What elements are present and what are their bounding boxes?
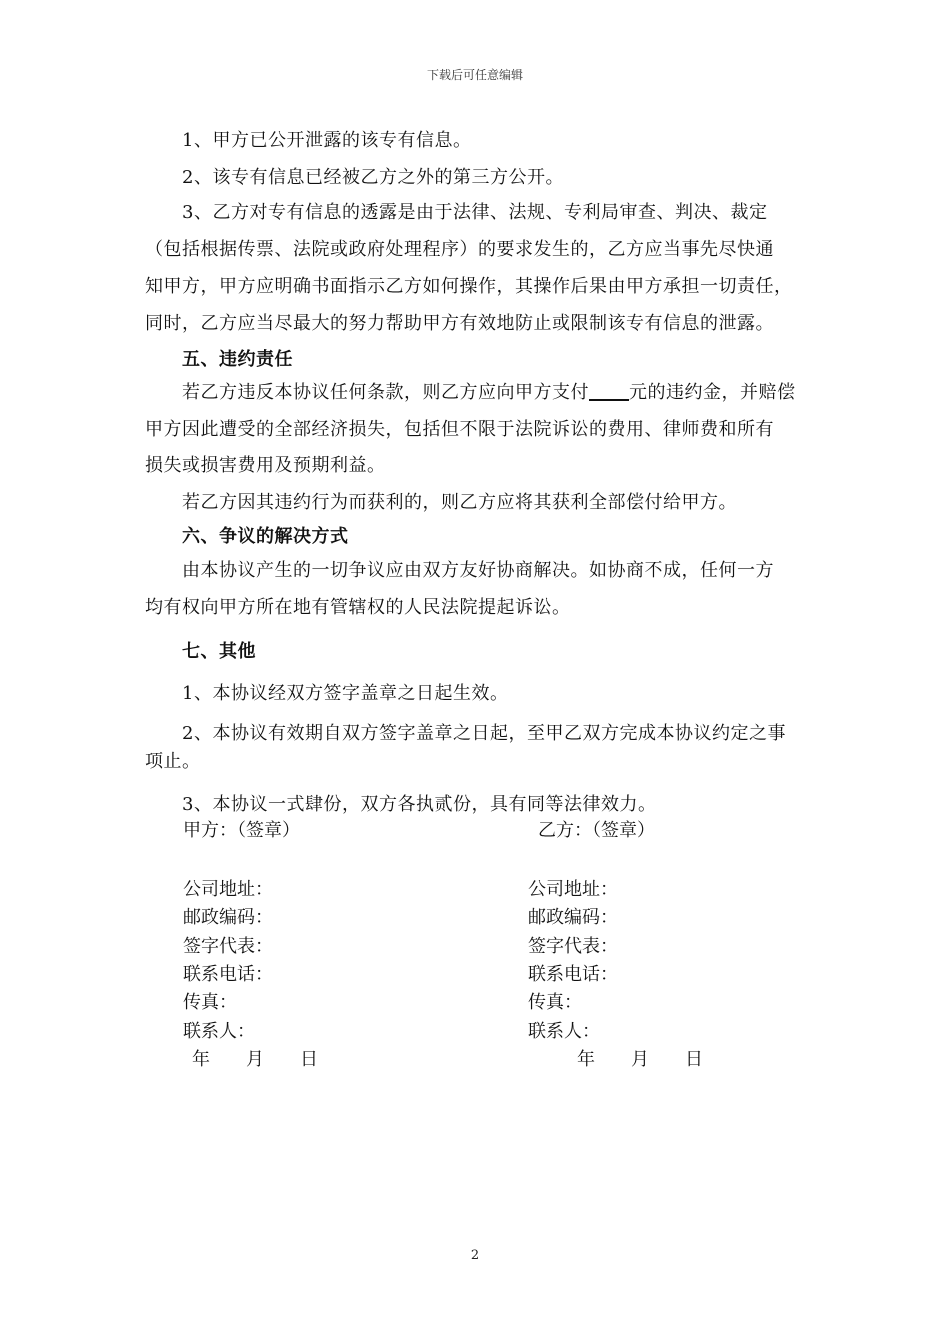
paragraph-line: 甲方因此遭受的全部经济损失，包括但不限于法院诉讼的费用、律师费和所有 [145, 419, 774, 440]
paragraph-line: 2、本协议有效期自双方签字盖章之日起，至甲乙双方完成本协议约定之事 [182, 723, 786, 744]
party-b-date: 年 月 日 [577, 1049, 703, 1070]
paragraph-line: 由本协议产生的一切争议应由双方友好协商解决。如协商不成，任何一方 [182, 560, 774, 581]
penalty-amount-blank[interactable] [589, 381, 629, 401]
party-b-rep: 签字代表： [528, 936, 618, 957]
section-title: 五、违约责任 [182, 349, 293, 370]
paragraph-line: 1、本协议经双方签字盖章之日起生效。 [182, 683, 509, 704]
party-a-rep: 签字代表： [183, 936, 273, 957]
clause-line: 同时，乙方应当尽最大的努力帮助甲方有效地防止或限制该专有信息的泄露。 [145, 313, 774, 334]
paragraph-line: 3、本协议一式肆份，双方各执贰份，具有同等法律效力。 [182, 794, 657, 815]
paragraph-line [182, 378, 796, 404]
party-a-sign: 甲方：（签章） [183, 820, 300, 841]
page-number: 2 [470, 1248, 480, 1263]
party-b-contact: 联系人： [528, 1021, 600, 1042]
penalty-text-after: 元的违约金，并赔偿 [629, 382, 796, 403]
clause-line: 1、甲方已公开泄露的该专有信息。 [182, 130, 472, 151]
paragraph-line: 均有权向甲方所在地有管辖权的人民法院提起诉讼。 [145, 597, 571, 618]
party-a-phone: 联系电话： [183, 964, 273, 985]
party-b-sign: 乙方：（签章） [538, 820, 655, 841]
party-a-postcode: 邮政编码： [183, 907, 273, 928]
party-a-contact: 联系人： [183, 1021, 255, 1042]
page-header: 下载后可任意编辑 [426, 68, 523, 82]
clause-line: 3、乙方对专有信息的透露是由于法律、法规、专利局审查、判决、裁定 [182, 202, 768, 223]
section-title: 六、争议的解决方式 [182, 526, 349, 547]
paragraph-line: 项止。 [145, 751, 201, 772]
party-a-address: 公司地址： [183, 879, 273, 900]
clause-line: 知甲方，甲方应明确书面指示乙方如何操作，其操作后果由甲方承担一切责任， [145, 276, 793, 297]
penalty-text-before: 若乙方违反本协议任何条款，则乙方应向甲方支付 [182, 382, 589, 403]
party-b-address: 公司地址： [528, 879, 618, 900]
party-b-phone: 联系电话： [528, 964, 618, 985]
section-title: 七、其他 [182, 641, 256, 662]
party-a-date: 年 月 日 [192, 1049, 318, 1070]
party-b-fax: 传真： [528, 992, 582, 1013]
clause-line: （包括根据传票、法院或政府处理程序）的要求发生的，乙方应当事先尽快通 [145, 239, 774, 260]
party-a-fax: 传真： [183, 992, 237, 1013]
party-b-postcode: 邮政编码： [528, 907, 618, 928]
paragraph-line: 损失或损害费用及预期利益。 [145, 455, 386, 476]
paragraph-line: 若乙方因其违约行为而获利的，则乙方应将其获利全部偿付给甲方。 [182, 492, 737, 513]
clause-line: 2、该专有信息已经被乙方之外的第三方公开。 [182, 167, 564, 188]
